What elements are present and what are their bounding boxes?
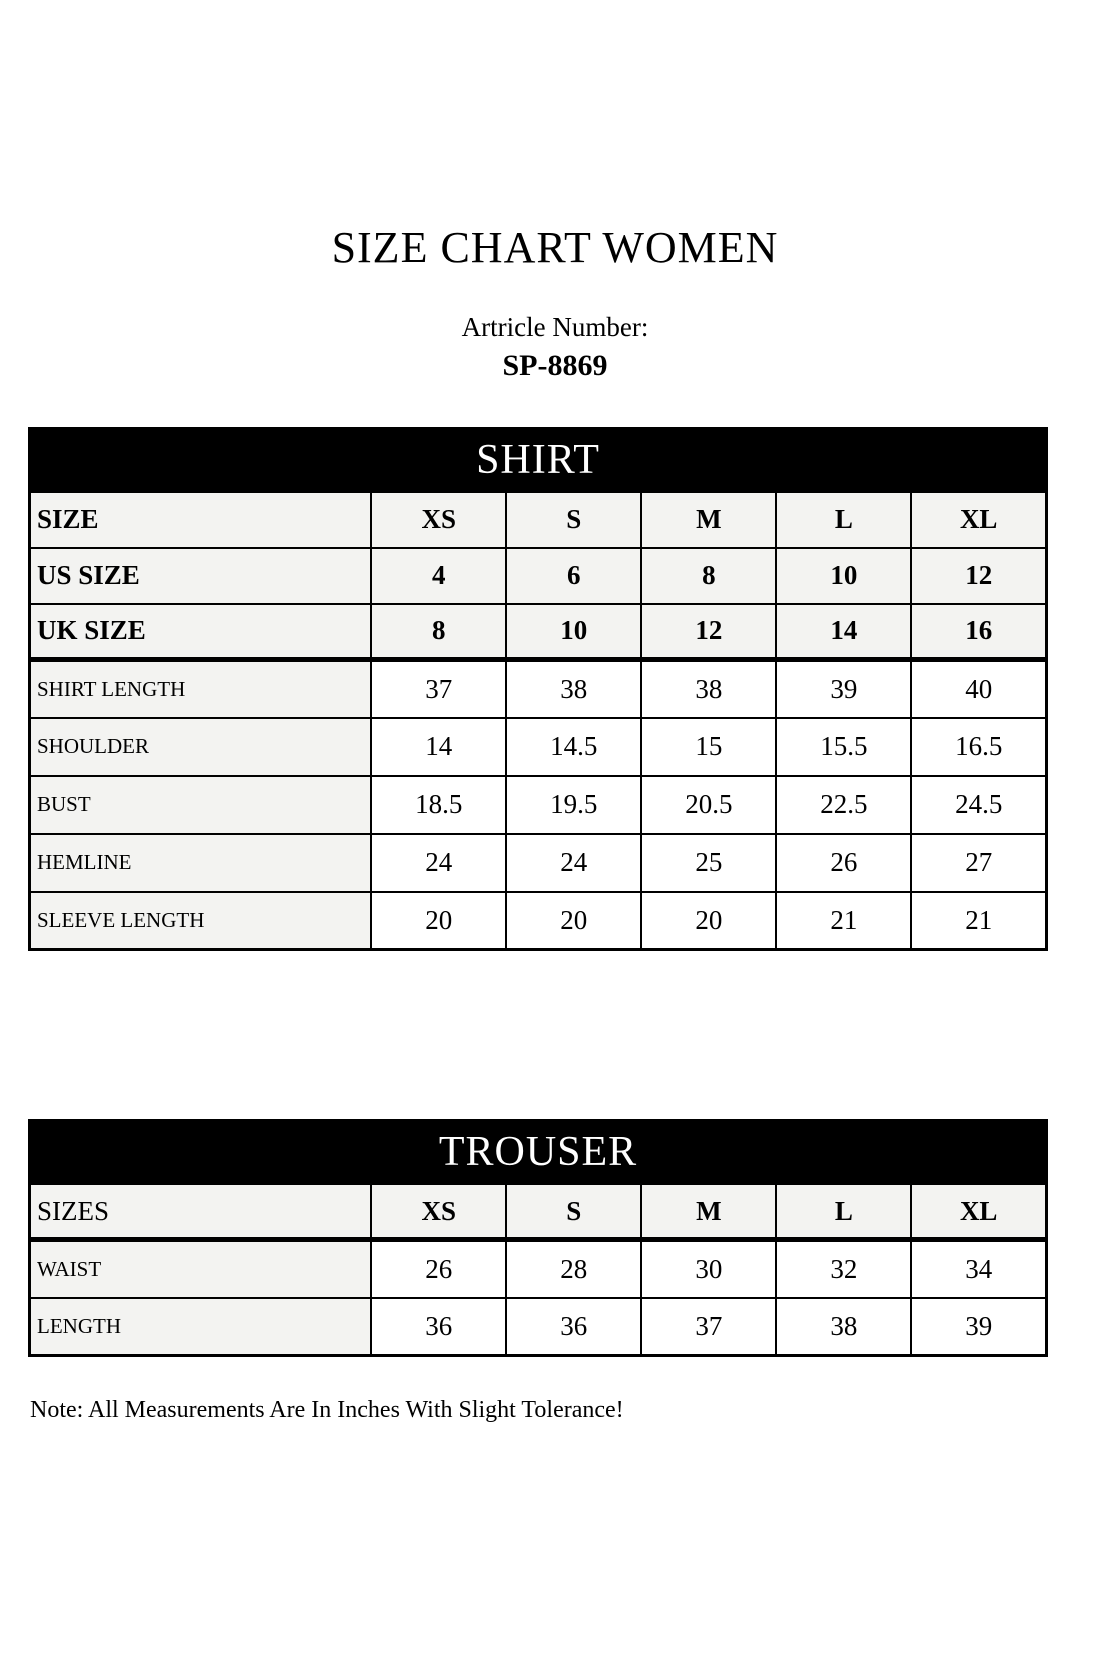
size-value: L <box>776 492 911 548</box>
row-label: SIZES <box>30 1184 372 1240</box>
trouser-table-header-band <box>30 1121 1047 1184</box>
measure-value: 38 <box>641 660 776 718</box>
measure-value: 18.5 <box>371 776 506 834</box>
size-value: 10 <box>776 548 911 604</box>
table-row-length <box>30 1298 1047 1356</box>
measure-value: 38 <box>506 660 641 718</box>
table-row-sleeve-length <box>30 892 1047 950</box>
measure-value: 21 <box>911 892 1046 950</box>
measure-value: 39 <box>911 1298 1046 1356</box>
size-value: 10 <box>506 604 641 660</box>
size-value: 8 <box>371 604 506 660</box>
table-row-us-size <box>30 548 1047 604</box>
measure-value: 20 <box>641 892 776 950</box>
size-value: 8 <box>641 548 776 604</box>
measure-value: 16.5 <box>911 718 1046 776</box>
row-label: LENGTH <box>30 1298 372 1356</box>
row-label: SHOULDER <box>30 718 372 776</box>
table-row-size <box>30 492 1047 548</box>
measure-value: 15 <box>641 718 776 776</box>
row-label: HEMLINE <box>30 834 372 892</box>
measure-value: 20.5 <box>641 776 776 834</box>
size-value: XS <box>371 1184 506 1240</box>
shirt-size-table <box>28 427 1048 951</box>
size-value: M <box>641 492 776 548</box>
row-label: US SIZE <box>30 548 372 604</box>
measure-value: 30 <box>641 1240 776 1298</box>
measure-value: 37 <box>371 660 506 718</box>
trouser-table-title: TROUSER <box>30 1121 1047 1184</box>
shirt-table-header-band <box>30 429 1047 492</box>
measure-value: 26 <box>371 1240 506 1298</box>
measure-value: 20 <box>371 892 506 950</box>
measure-value: 38 <box>776 1298 911 1356</box>
article-number-value: SP-8869 <box>502 349 608 382</box>
measure-value: 32 <box>776 1240 911 1298</box>
measure-value: 28 <box>506 1240 641 1298</box>
size-value: 6 <box>506 548 641 604</box>
measure-value: 21 <box>776 892 911 950</box>
measure-value: 19.5 <box>506 776 641 834</box>
size-value: S <box>506 492 641 548</box>
size-value: 4 <box>371 548 506 604</box>
measure-value: 14.5 <box>506 718 641 776</box>
measure-value: 20 <box>506 892 641 950</box>
row-label: UK SIZE <box>30 604 372 660</box>
size-value: 14 <box>776 604 911 660</box>
table-row-hemline <box>30 834 1047 892</box>
measure-value: 24.5 <box>911 776 1046 834</box>
row-label: SIZE <box>30 492 372 548</box>
measure-value: 27 <box>911 834 1046 892</box>
measure-value: 14 <box>371 718 506 776</box>
size-value: 12 <box>911 548 1046 604</box>
measure-value: 25 <box>641 834 776 892</box>
table-row-shoulder <box>30 718 1047 776</box>
measurement-note: Note: All Measurements Are In Inches With Slight Tolerance! <box>30 1397 624 1423</box>
size-value: XL <box>911 1184 1046 1240</box>
shirt-table-title: SHIRT <box>30 429 1047 492</box>
size-value: L <box>776 1184 911 1240</box>
measure-value: 24 <box>371 834 506 892</box>
measure-value: 15.5 <box>776 718 911 776</box>
measure-value: 36 <box>506 1298 641 1356</box>
row-label: SHIRT LENGTH <box>30 660 372 718</box>
row-label: WAIST <box>30 1240 372 1298</box>
measure-value: 39 <box>776 660 911 718</box>
measure-value: 36 <box>371 1298 506 1356</box>
table-row-shirt-length <box>30 660 1047 718</box>
size-value: XS <box>371 492 506 548</box>
measure-value: 26 <box>776 834 911 892</box>
table-row-uk-size <box>30 604 1047 660</box>
size-value: M <box>641 1184 776 1240</box>
size-value: XL <box>911 492 1046 548</box>
table-row-waist <box>30 1240 1047 1298</box>
trouser-size-table <box>28 1119 1048 1357</box>
row-label: SLEEVE LENGTH <box>30 892 372 950</box>
size-value: 12 <box>641 604 776 660</box>
row-label: BUST <box>30 776 372 834</box>
size-value: 16 <box>911 604 1046 660</box>
page-title: SIZE CHART WOMEN <box>331 223 779 272</box>
measure-value: 34 <box>911 1240 1046 1298</box>
table-row-sizes <box>30 1184 1047 1240</box>
table-row-bust <box>30 776 1047 834</box>
measure-value: 37 <box>641 1298 776 1356</box>
measure-value: 40 <box>911 660 1046 718</box>
measure-value: 22.5 <box>776 776 911 834</box>
measure-value: 24 <box>506 834 641 892</box>
article-number-label: Artricle Number: <box>461 312 649 342</box>
size-value: S <box>506 1184 641 1240</box>
